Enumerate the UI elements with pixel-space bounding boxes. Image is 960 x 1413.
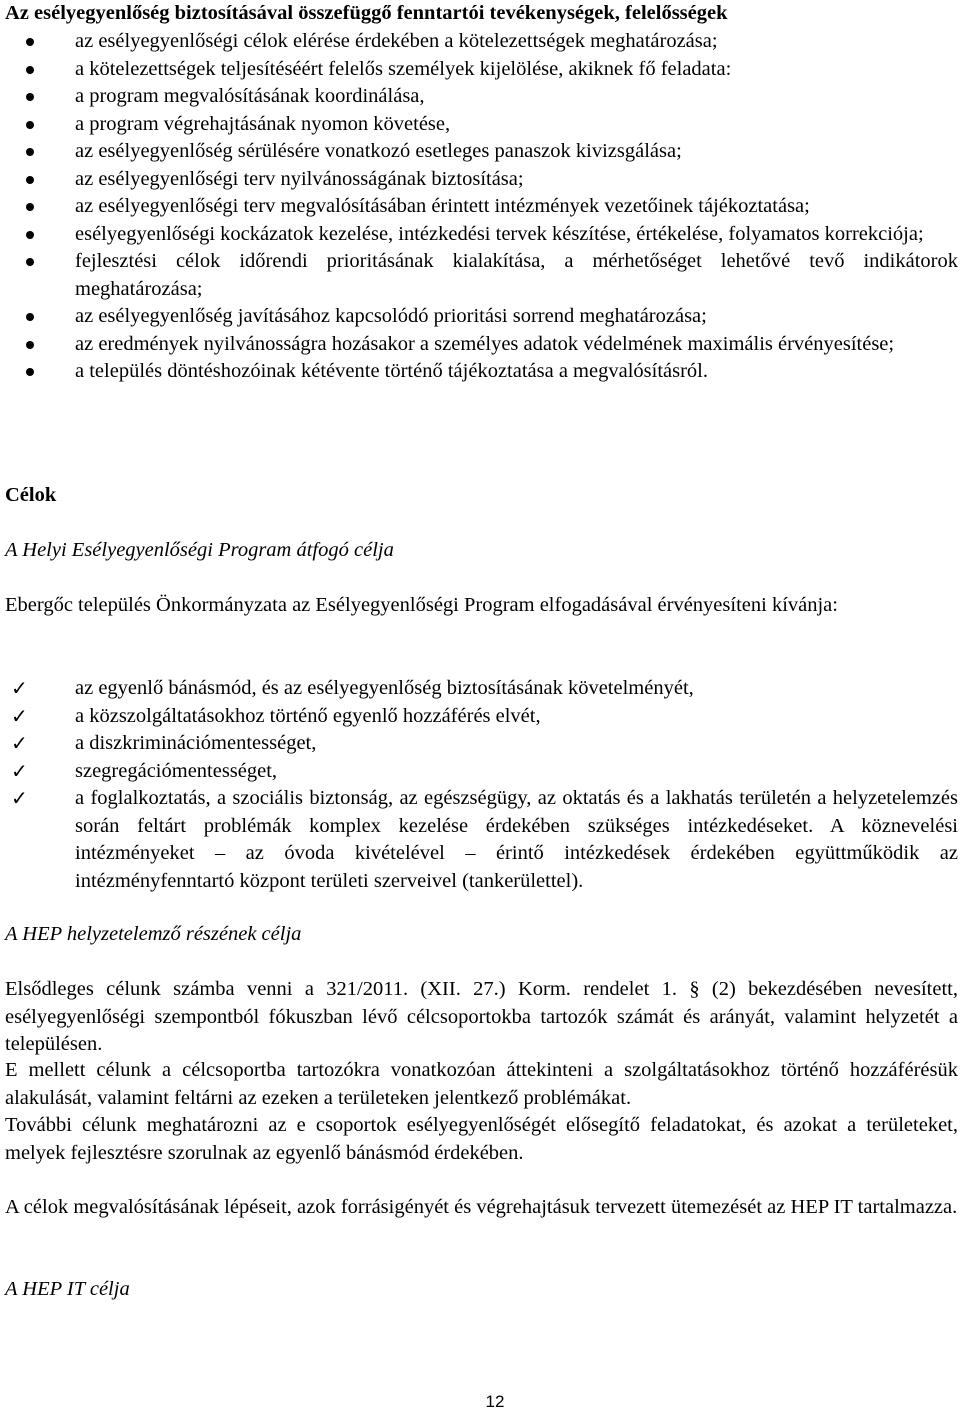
bullet-item — [0, 83, 958, 111]
check-text: az egyenlő bánásmód, és az esélyegyenlőség biztosításának követelményét, — [75, 677, 694, 699]
hep-analysis-paragraph-1: Elsődleges célunk számba venni a 321/2011. (XII. 27.) Korm. rendelet 1. § (2) bekezdésében nevesített, esélyegyenlőségi szempontból fókuszban lévő célcsoportokba tartozók számát és arányát, valamint helyzetét a településen. — [5, 978, 958, 1055]
bullet-text: a kötelezettségek teljesítéséért felelős személyek kijelölése, akiknek fő feladata: — [75, 57, 732, 80]
bullet-dot-icon — [26, 121, 34, 129]
bullet-text: az esélyegyenlőségi terv megvalósításában érintett intézmények vezetőinek tájékoztatása; — [75, 195, 810, 217]
check-item — [0, 785, 958, 895]
check-text: szegregációmentességet, — [75, 759, 278, 782]
bullet-dot-icon — [26, 93, 34, 101]
section-heading-responsibilities: Az esélyegyenlőség biztosításával összefüggő fenntartói tevékenységek, felelősségek — [5, 2, 728, 24]
page-number: 12 — [485, 1392, 505, 1411]
bullet-dot-icon — [26, 38, 34, 46]
bullet-dot-icon — [26, 176, 34, 184]
checkmark-icon: ✓ — [11, 786, 28, 810]
bullet-dot-icon — [26, 341, 34, 349]
bullet-dot-icon — [26, 313, 34, 321]
bullet-item — [0, 358, 958, 386]
hep-analysis-paragraph-3: További célunk meghatározni az e csoportok esélyegyenlőségét elősegítő feladatokat, és azokat a területeket, melyek fejlesztésre szorulnak az egyenlő bánásmód érdekében. — [5, 1114, 958, 1164]
checkmark-icon: ✓ — [11, 758, 28, 783]
overall-goal-title: A Helyi Esélyegyenlőségi Program átfogó célja — [5, 539, 394, 561]
bullet-dot-icon — [26, 203, 34, 211]
check-text: a foglalkoztatás, a szociális biztonság, az egészségügy, az oktatás és a lakhatás területén a helyzetelemzés során feltárt problémák komplex kezelése érdekében szükséges intézkedéseket. A köznevelési intézményeket – az óvoda kivételével – érintő intézkedések érdekében együttműködik az intézményfenntartó központ területi szerveivel (tankerülettel). — [75, 787, 958, 892]
bullet-item — [0, 331, 958, 359]
check-text: a közszolgáltatásokhoz történő egyenlő hozzáférés elvét, — [75, 704, 541, 727]
bullet-dot-icon — [26, 231, 34, 239]
hep-it-goal-title: A HEP IT célja — [5, 1278, 130, 1300]
bullet-item — [0, 303, 958, 331]
bullet-text: az esélyegyenlőségi terv nyilvánosságának biztosítása; — [75, 167, 524, 190]
bullet-text: esélyegyenlőségi kockázatok kezelése, intézkedési tervek készítése, értékelése, folyamatos korrekciója; — [75, 222, 924, 245]
bullet-dot-icon — [26, 368, 34, 376]
bullet-text: a program végrehajtásának nyomon követése, — [75, 112, 451, 135]
check-text: a diszkriminációmentességet, — [75, 732, 317, 754]
checkmark-icon: ✓ — [11, 703, 28, 728]
check-item — [0, 758, 958, 786]
check-item — [0, 730, 958, 758]
bullet-item — [0, 28, 958, 56]
bullet-item — [0, 166, 958, 194]
checkmark-icon: ✓ — [11, 731, 28, 755]
bullet-text: fejlesztési célok időrendi prioritásának kialakítása, a mérhetőséget lehetővé tevő indikátorok meghatározása; — [75, 250, 958, 300]
overall-goal-checklist — [0, 675, 958, 895]
bullet-dot-icon — [26, 66, 34, 74]
check-item — [0, 703, 958, 731]
bullet-text: az eredmények nyilvánosságra hozásakor a személyes adatok védelmének maximális érvényesítése; — [75, 332, 895, 355]
hep-analysis-paragraph-2: E mellett célunk a célcsoportba tartozókra vonatkozóan áttekinteni a szolgáltatásokhoz történő hozzáférésük alakulását, valamint feltárni az ezeken a területeken jelentkező problémákat. — [5, 1059, 958, 1109]
bullet-item — [0, 111, 958, 139]
overall-goal-intro: Ebergőc település Önkormányzata az Esélyegyenlőségi Program elfogadásával érvényesíteni kívánja: — [5, 594, 838, 616]
responsibilities-list — [0, 28, 958, 386]
bullet-text: az esélyegyenlőség javításához kapcsolódó prioritási sorrend meghatározása; — [75, 305, 707, 327]
bullet-text: a település döntéshozóinak kétévente történő tájékoztatása a megvalósításról. — [75, 360, 708, 382]
hep-analysis-paragraph-4: A célok megvalósításának lépéseit, azok forrásigényét és végrehajtásuk tervezett ütemezését az HEP IT tartalmazza. — [5, 1196, 958, 1218]
bullet-item — [0, 193, 958, 221]
bullet-item — [0, 248, 958, 303]
bullet-text: az esélyegyenlőség sérülésére vonatkozó esetleges panaszok kivizsgálása; — [75, 140, 682, 162]
bullet-text: az esélyegyenlőségi célok elérése érdekében a kötelezettségek meghatározása; — [75, 30, 718, 52]
goals-heading: Célok — [5, 484, 57, 506]
bullet-item — [0, 138, 958, 166]
check-item — [0, 675, 958, 703]
bullet-text: a program megvalósításának koordinálása, — [75, 85, 425, 107]
hep-analysis-goal-title: A HEP helyzetelemző részének célja — [5, 923, 302, 945]
bullet-item — [0, 221, 958, 249]
bullet-dot-icon — [26, 148, 34, 156]
checkmark-icon: ✓ — [11, 676, 28, 700]
bullet-dot-icon — [26, 258, 34, 266]
bullet-item — [0, 56, 958, 84]
